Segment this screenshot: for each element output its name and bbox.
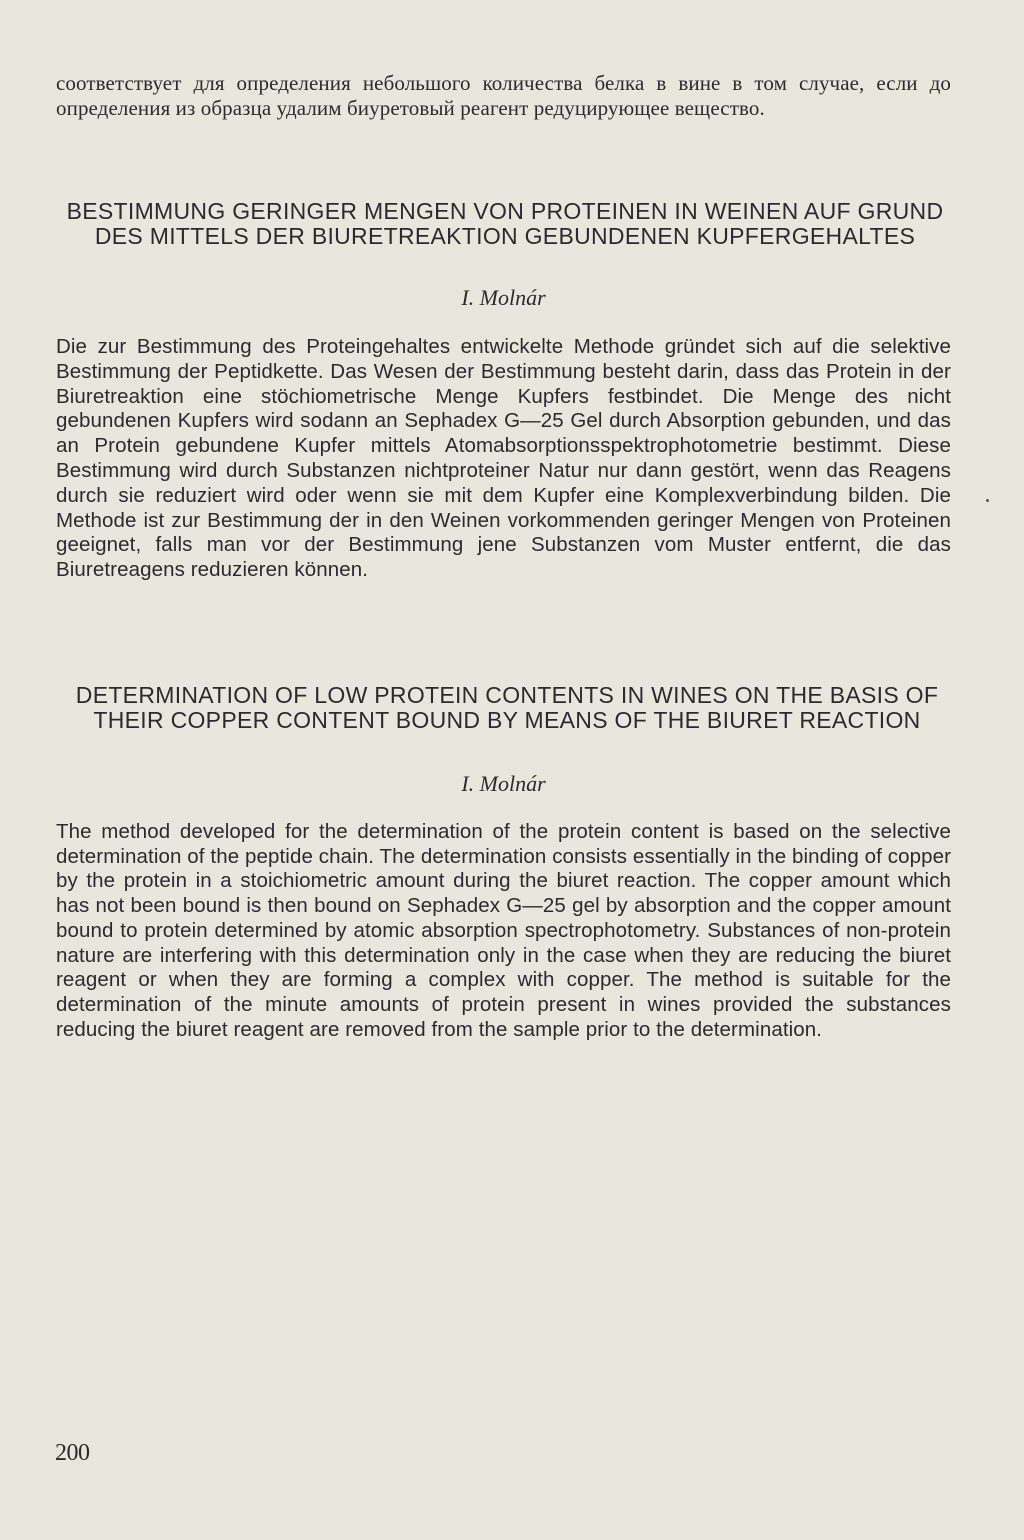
- german-abstract: Die zur Bestimmung des Proteingehaltes entwickelte Methode gründet sich auf die selektive Bestimmung der Peptidkette. Das Wesen der Bestimmung besteht darin, dass das Protein in der Biuretreaktion eine stöchiometrische Menge Kupfers festbindet. Die Menge des nicht gebundenen Kupfers wird sodann an Sephadex G—25 Gel durch Absorption gebunden, und das an Protein gebundene Kupfer mittels Atomabsorptionsspektrophotometrie bestimmt. Diese Bestimmung wird durch Substanzen nichtproteiner Natur nur dann gestört, wenn das Reagens durch sie reduziert wird oder wenn sie mit dem Kupfer eine Komplexverbindung bilden. Die Methode ist zur Bestimmung der in den Weinen vorkommenden geringer Mengen von Proteinen geeignet, falls man vor der Bestimmung jene Substanzen vom Muster entfernt, die das Biuretreagens reduzieren können.: [56, 335, 951, 582]
- english-section: [62, 683, 952, 733]
- german-author-wrap: [56, 285, 951, 311]
- scan-speck: [986, 499, 989, 502]
- german-abstract-wrap: [56, 335, 951, 583]
- german-section: [60, 199, 950, 249]
- english-title: DETERMINATION OF LOW PROTEIN CONTENTS IN WINES ON THE BASIS OF THEIR COPPER CONTENT BOUND BY MEANS OF THE BIURET REACTION: [75, 682, 939, 733]
- english-author: I. Molnár: [461, 771, 546, 796]
- german-title: BESTIMMUNG GERINGER MENGEN VON PROTEINEN IN WEINEN AUF GRUND DES MITTELS DER BIURETREAKTION GEBUNDENEN KUPFERGEHALTES: [66, 198, 944, 249]
- english-abstract: The method developed for the determination of the protein content is based on the selective determination of the peptide chain. The determination consists essentially in the binding of copper by the protein in a stoichiometric amount during the biuret reaction. The copper amount which has not been bound is then bound on Sephadex G—25 gel by absorption and the copper amount bound to protein determined by atomic absorption spectrophotometry. Substances of non-protein nature are interfering with this determination only in the case when they are reducing the biuret reagent or when they are forming a complex with copper. The method is suitable for the determination of the minute amounts of protein present in wines provided the substances reducing the biuret reagent are removed from the sample prior to the determination.: [56, 820, 951, 1041]
- english-abstract-wrap: [56, 820, 951, 1042]
- english-author-wrap: [56, 771, 951, 797]
- russian-section: [56, 71, 951, 120]
- page-number: 200: [55, 1440, 90, 1466]
- russian-paragraph: соответствует для определения небольшого количества белка в вине в том случае, если до определения из образца удалим биуретовый реагент редуцирующее вещество.: [56, 71, 951, 120]
- german-author: I. Molnár: [461, 285, 546, 310]
